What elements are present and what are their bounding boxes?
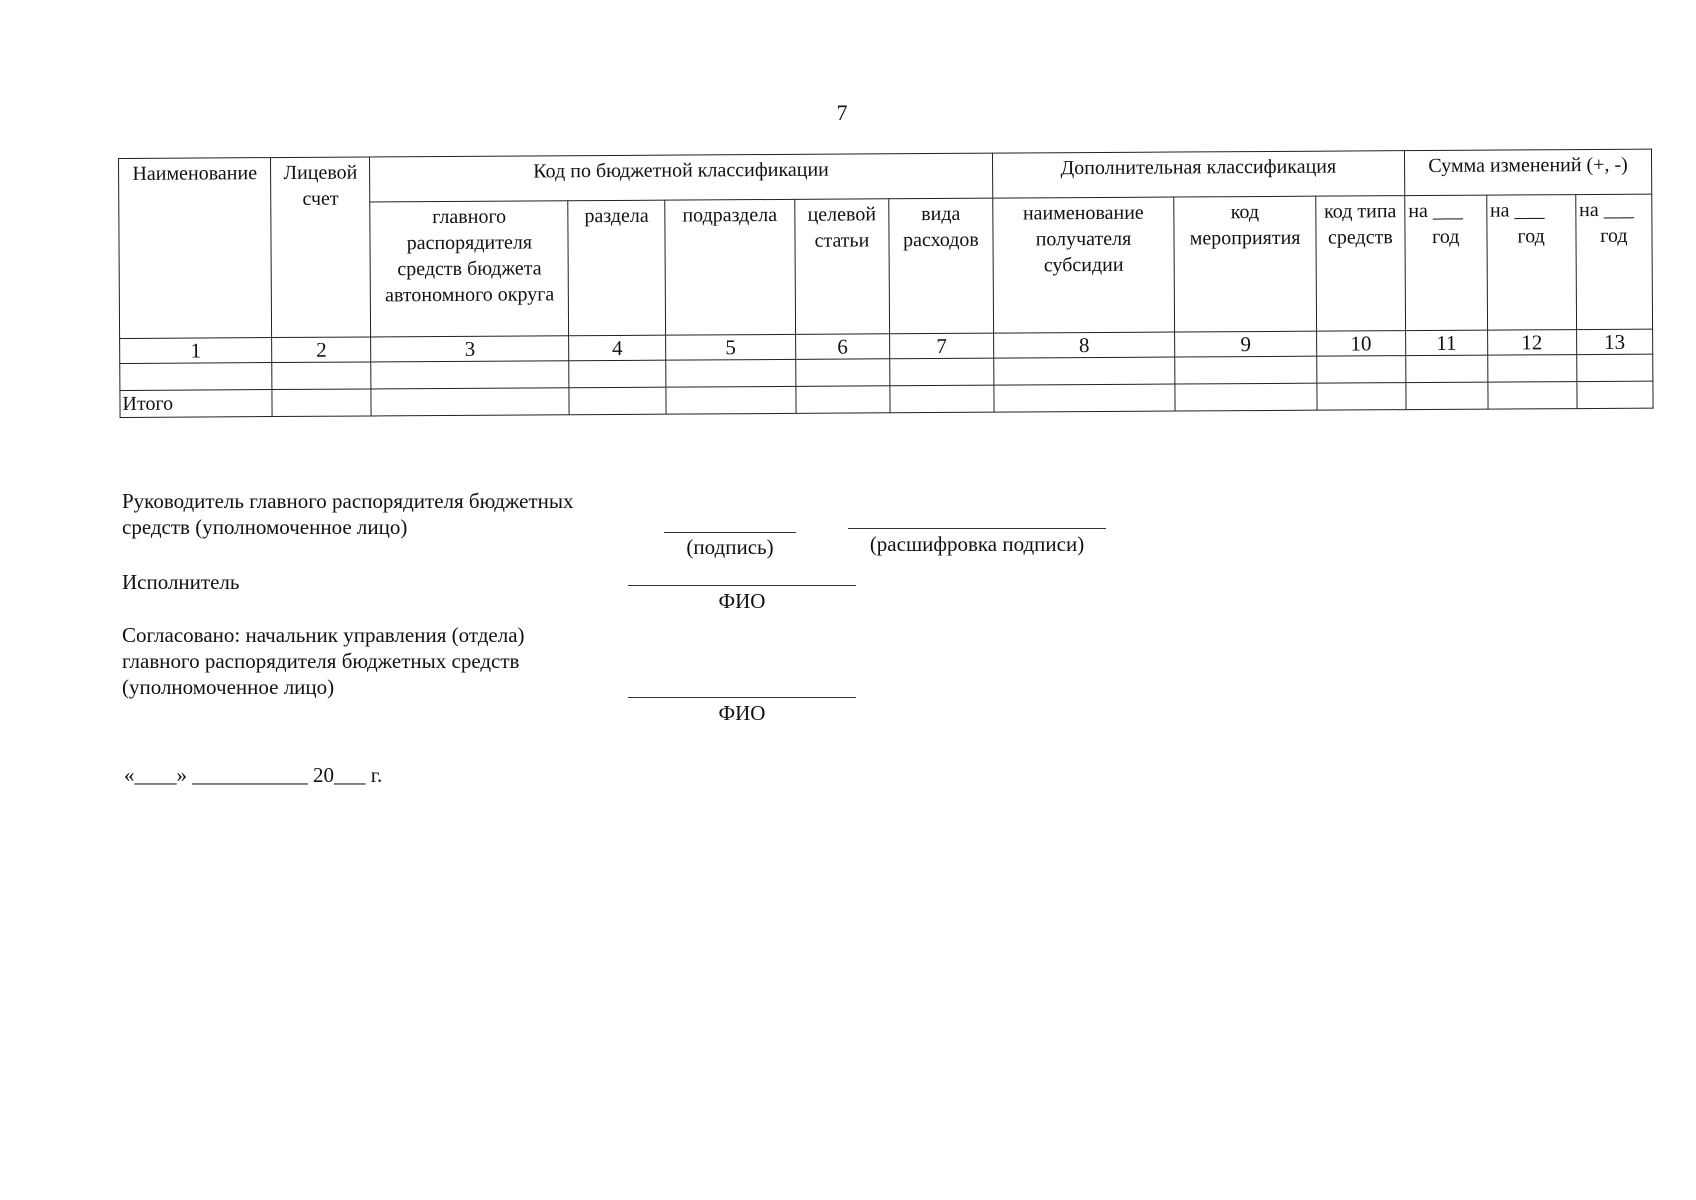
executor-fio-caption: ФИО: [718, 589, 766, 613]
agreed-label: Согласовано: начальник управления (отдела) главного распорядителя бюджетных средств (уполномоченное лицо): [122, 623, 525, 699]
col-number: 1: [120, 338, 272, 364]
col-number: 13: [1576, 329, 1652, 354]
agreed-fio-caption: ФИО: [718, 701, 766, 725]
decoding-line: [848, 528, 1106, 529]
table-cell: [272, 362, 371, 390]
col-number: 4: [569, 335, 666, 361]
table-cell: [666, 359, 796, 387]
year-prefix: на ___: [1408, 199, 1463, 223]
col-number: 5: [666, 334, 796, 360]
header-year-2: [1486, 195, 1576, 331]
table-cell: [795, 359, 890, 387]
table-cell: [1175, 356, 1317, 384]
total-label: Итого: [120, 390, 272, 418]
agreed-line: [628, 697, 856, 698]
table-cell: [1487, 382, 1576, 410]
table-cell: [666, 386, 796, 414]
col-number: 7: [890, 333, 994, 359]
year-suffix: год: [1600, 224, 1628, 247]
header-chief-manager: главного распорядителя средств бюджета автономного округа: [370, 201, 569, 337]
year-suffix: год: [1432, 225, 1460, 248]
year-suffix: год: [1517, 225, 1545, 248]
header-account: Лицевой счет: [271, 157, 371, 338]
col-number: 6: [795, 334, 890, 360]
header-year-1: [1405, 195, 1487, 330]
col-number: 11: [1406, 330, 1488, 355]
head-signatory-label: Руководитель главного распорядителя бюджетных средств (уполномоченное лицо): [122, 489, 574, 539]
col-number: 2: [272, 337, 371, 363]
page-number: 7: [836, 100, 848, 125]
table-cell: [371, 361, 569, 389]
table-cell: [120, 363, 272, 391]
signature-line: [664, 532, 796, 533]
col-number: 3: [371, 336, 569, 362]
header-expense-type: вида расходов: [889, 198, 993, 334]
executor-line: [628, 585, 856, 586]
header-extra-classification: Дополнительная классификация: [992, 151, 1405, 199]
header-subsection: подраздела: [665, 199, 795, 335]
header-recipient: наименование получателя субсидии: [992, 197, 1175, 333]
header-year-3: [1576, 194, 1653, 329]
header-section: раздела: [568, 200, 666, 336]
header-fund-type: код типа средств: [1316, 196, 1406, 332]
table-cell: [1406, 382, 1488, 409]
header-name: Наименование: [119, 158, 272, 339]
col-number: 9: [1175, 331, 1317, 357]
table-cell: [1175, 383, 1317, 411]
table-cell: [569, 360, 666, 388]
table-cell: [1317, 383, 1406, 411]
table-cell: [272, 389, 371, 417]
signature-caption: (подпись): [686, 535, 774, 559]
table-cell: [569, 387, 666, 415]
table-cell: [1577, 381, 1653, 408]
year-prefix: на ___: [1489, 199, 1545, 222]
col-number: 10: [1316, 331, 1405, 357]
table-cell: [1406, 355, 1488, 382]
executor-label: Исполнитель: [122, 570, 240, 594]
year-prefix: на ___: [1579, 198, 1634, 222]
table-cell: [1576, 354, 1652, 381]
col-number: 8: [993, 332, 1175, 358]
table-cell: [994, 384, 1176, 412]
decoding-caption: (расшифровка подписи): [869, 532, 1085, 556]
table-cell: [371, 388, 569, 416]
table-cell: [993, 357, 1175, 385]
header-budget-code: Код по бюджетной классификации: [370, 153, 993, 202]
table-cell: [890, 358, 994, 386]
date-line: «____» ___________ 20___ г.: [124, 763, 383, 787]
col-number: 12: [1487, 330, 1576, 356]
budget-table: [118, 149, 1654, 418]
table-cell: [890, 385, 994, 413]
table-cell: [1316, 356, 1405, 384]
header-event-code: код мероприятия: [1174, 196, 1316, 332]
header-change-sum: Сумма изменений (+, -): [1404, 149, 1651, 196]
header-target-item: целевой статьи: [794, 199, 889, 335]
table-cell: [1487, 355, 1576, 383]
table-cell: [796, 386, 891, 414]
